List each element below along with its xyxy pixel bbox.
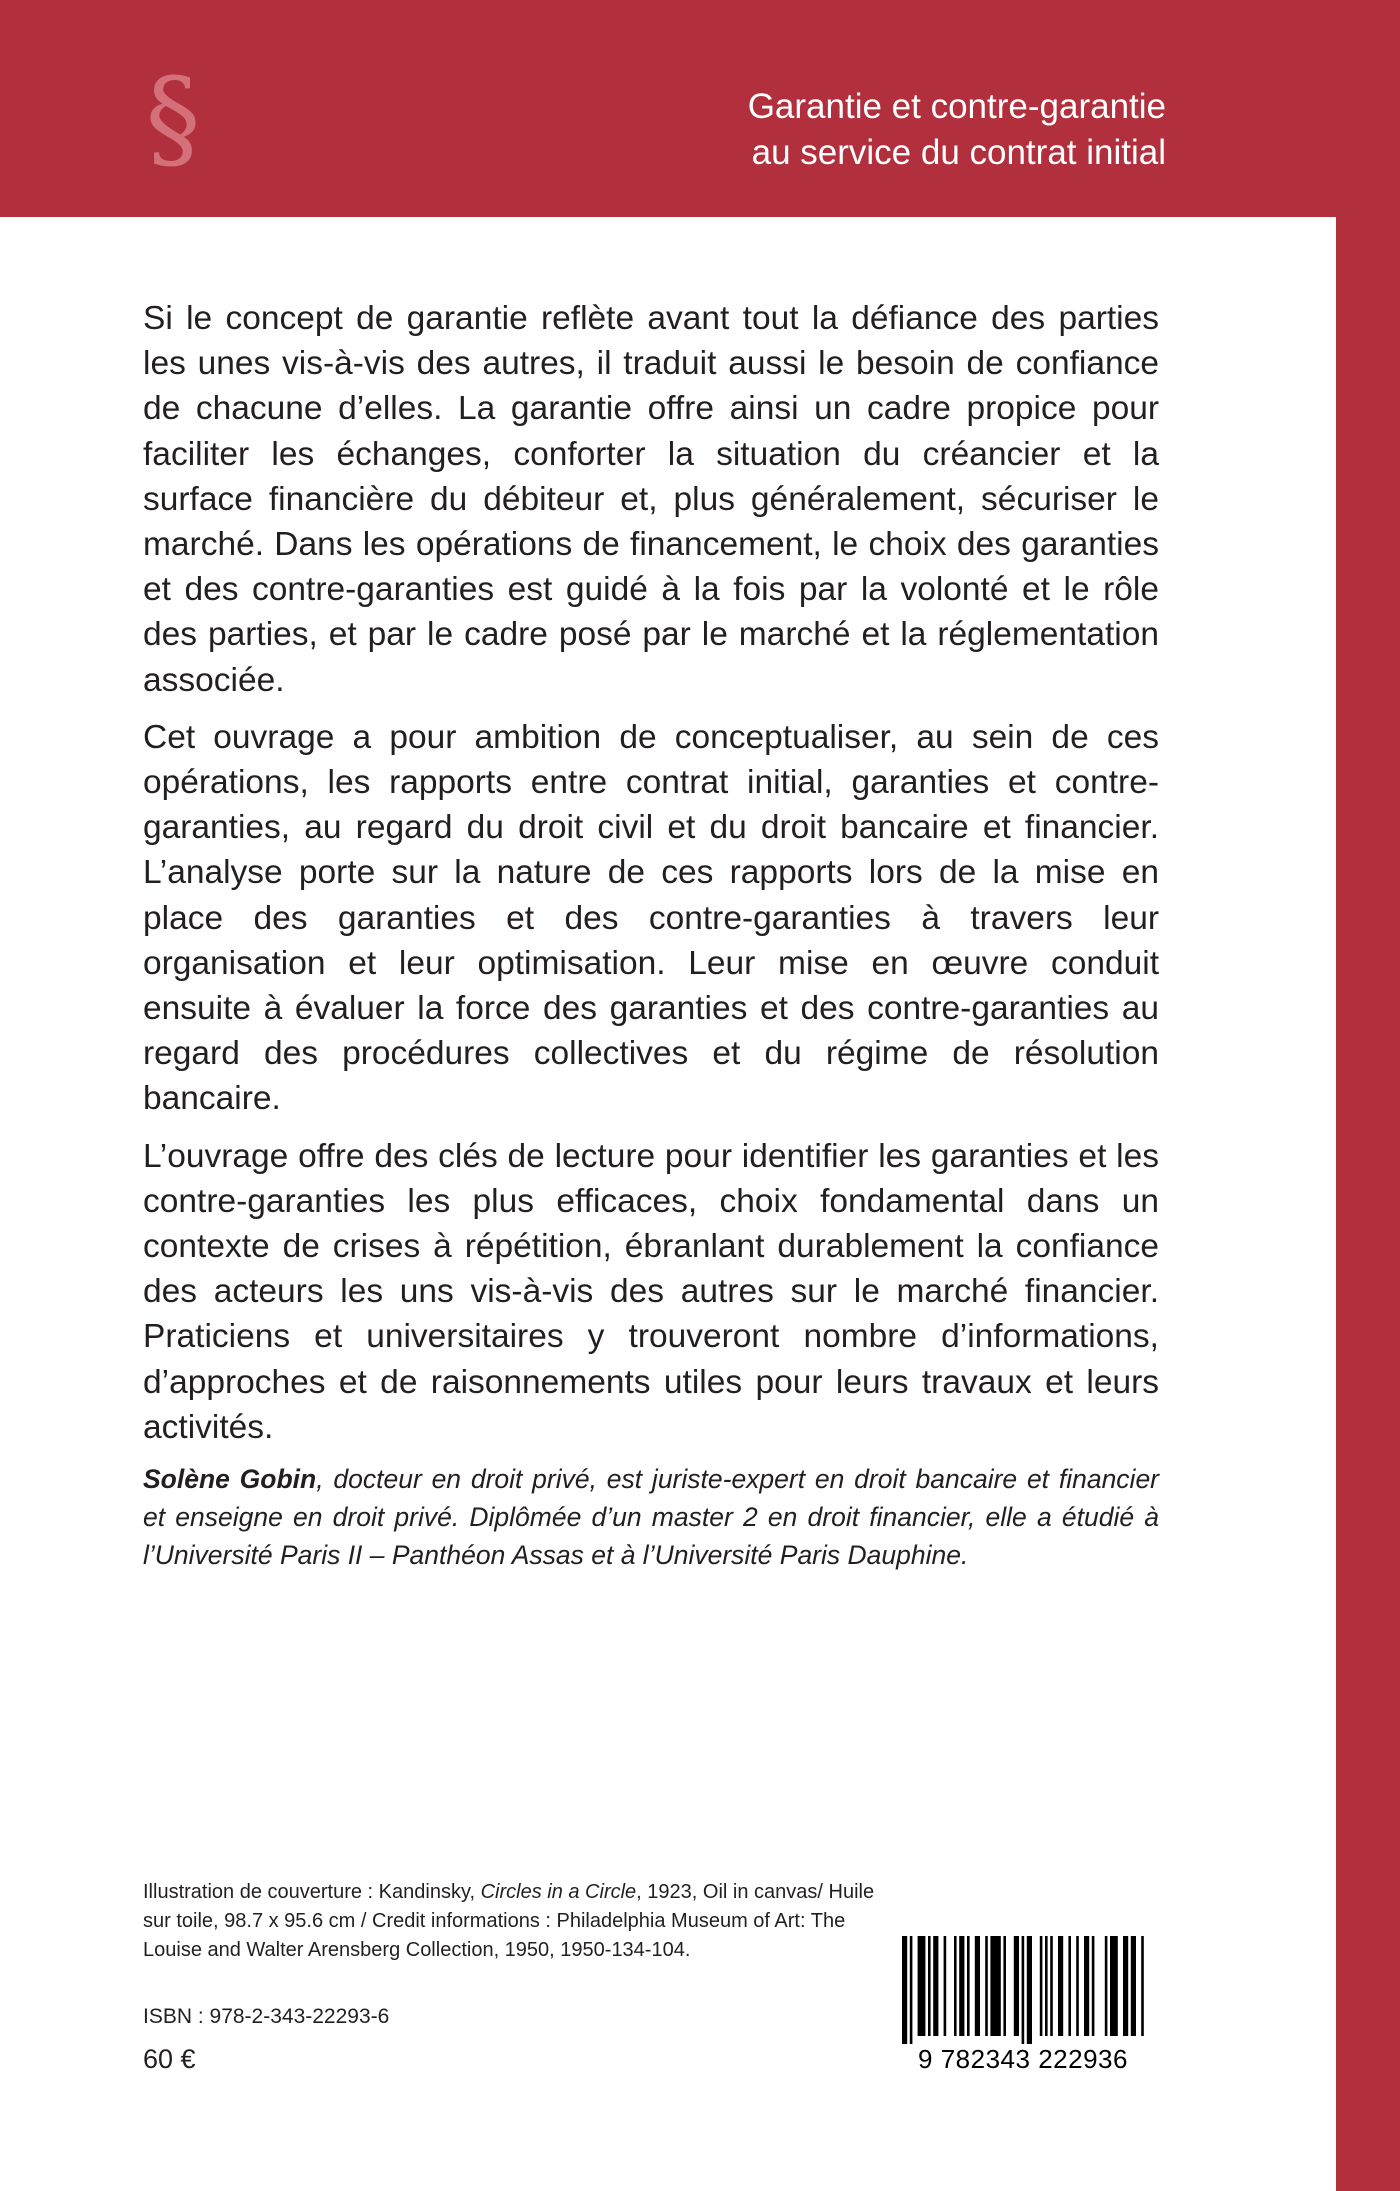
barcode-bar: [1068, 1936, 1071, 2036]
barcode-bar: [1050, 1936, 1053, 2036]
barcode-bar: [1058, 1936, 1063, 2036]
author-name: Solène Gobin: [143, 1464, 317, 1494]
cover-illustration-credits: [143, 1878, 895, 1965]
series-title-line1: Garantie et contre-garantie: [747, 87, 1166, 126]
series-title: [466, 84, 1166, 176]
barcode-bar: [1123, 1936, 1128, 2036]
summary-paragraph-3: L’ouvrage offre des clés de lecture pour identifier les garanties et les contre-garanties les plus efficaces, choix fondamental dans un contexte de crises à répétition, ébranlant durablement la confiance des acteurs les uns vis-à-vis des autres sur le marché financier. Praticiens et universitaires y trouveront nombre d’informations, d’approches et de raisonnements utiles pour leurs travaux et leurs activités.: [143, 1137, 1159, 1446]
barcode-bar: [933, 1936, 938, 2036]
barcode-bar: [975, 1936, 980, 2036]
barcode-bar: [1014, 1936, 1019, 2036]
barcode-bar: [1131, 1936, 1136, 2036]
barcode-bar: [1110, 1936, 1118, 2036]
barcode-bar: [1092, 1936, 1095, 2036]
barcode-bar: [954, 1936, 957, 2036]
spine-band: [1336, 0, 1400, 2191]
artwork-title: Circles in a Circle: [480, 1881, 637, 1903]
section-symbol-icon: §: [145, 54, 201, 182]
barcode-bar: [990, 1936, 1000, 2036]
barcode-bar: [1027, 1936, 1032, 2044]
isbn-number: ISBN : 978-2-343-22293-6: [143, 2005, 390, 2028]
barcode-bar: [910, 1936, 913, 2044]
barcode-bar: [1003, 1936, 1006, 2036]
barcode-bar: [967, 1936, 970, 2036]
author-bio-text: , docteur en droit privé, est juriste-expert en droit bancaire et financier et enseigne en droit privé. Diplômée d’un master 2 en droit financier, elle a étudié à l’Université Paris II – Panthéon Assas et à l’Université Paris Dauphine.: [143, 1464, 1160, 1570]
summary-paragraph-1: Si le concept de garantie reflète avant tout la défiance des parties les unes vis-à-vis des autres, il traduit aussi le besoin de confiance de chacune d’elles. La garantie offre ainsi un cadre propice pour faciliter les échanges, conforter la situation du créancier et la surface financière du débiteur et, plus généralement, sécuriser le marché. Dans les opérations de financement, le choix des garanties et des contre-garanties est guidé à la fois par la volonté et le rôle des parties, et par le cadre posé par le marché et la réglementation associée.: [143, 300, 1159, 699]
author-bio: [143, 1460, 1159, 1574]
series-title-line2: au service du contrat initial: [751, 133, 1166, 172]
barcode-digits: 9 782343 222936: [918, 2044, 1128, 2074]
barcode-bar: [1141, 1936, 1144, 2036]
barcode-bar: [902, 1936, 907, 2044]
credits-rest: , 1923, Oil in canvas/ Huile sur toile, 98.7 x 95.6 cm / Credit informations : Philadelphia Museum of Art: The Louise and Walter Arensberg Collection, 1950, 1950-134-104.: [143, 1881, 875, 1961]
barcode-bar: [1076, 1936, 1079, 2036]
barcode-bar: [1084, 1936, 1089, 2036]
barcode: [888, 1936, 1158, 2076]
barcode-bar: [918, 1936, 926, 2036]
barcode-bar: [985, 1936, 988, 2036]
barcode-bar: [1105, 1936, 1108, 2036]
barcode-bar: [944, 1936, 947, 2036]
barcode-bars-icon: [888, 1936, 1158, 2044]
credits-prefix: Illustration de couverture : Kandinsky,: [143, 1881, 481, 1903]
barcode-bar: [1045, 1936, 1048, 2036]
price: 60 €: [143, 2044, 196, 2074]
barcode-bar: [1022, 1936, 1025, 2044]
back-cover-summary: [143, 296, 1159, 1462]
barcode-bar: [1040, 1936, 1043, 2036]
barcode-bar: [959, 1936, 964, 2036]
summary-paragraph-2: Cet ouvrage a pour ambition de conceptualiser, au sein de ces opérations, les rapports entre contrat initial, garanties et contre-garanties, au regard du droit civil et du droit bancaire et financier. L’analyse porte sur la nature de ces rapports lors de la mise en place des garanties et des contre-garanties à travers leur organisation et leur optimisation. Leur mise en œuvre conduit ensuite à évaluer la force des garanties et des contre-garanties au regard des procédures collectives et du régime de résolution bancaire.: [143, 718, 1159, 1118]
barcode-bar: [928, 1936, 931, 2036]
